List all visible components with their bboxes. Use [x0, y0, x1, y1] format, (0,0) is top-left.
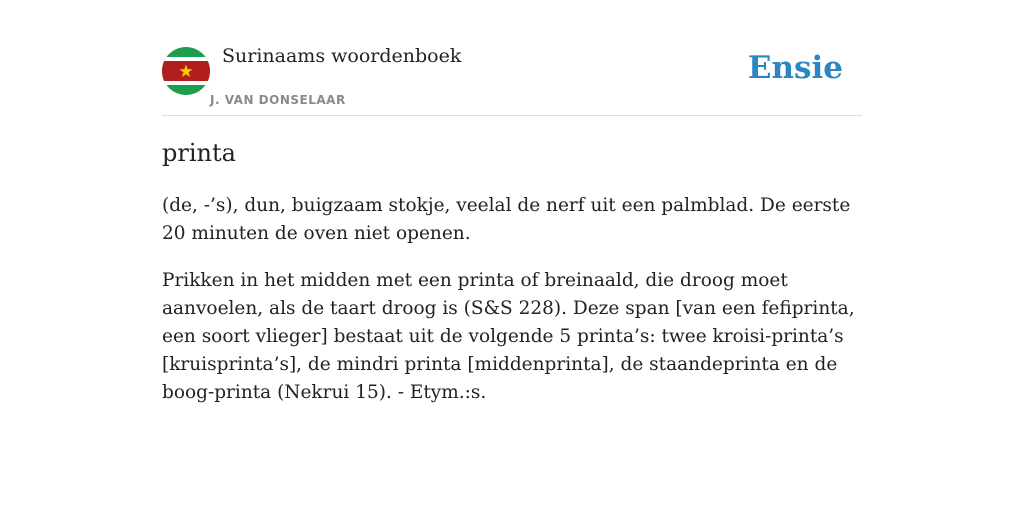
dictionary-header — [162, 0, 862, 116]
definition-text: (de, -’s), dun, buigzaam stokje, veelal de nerf uit een palmblad. De eerste 20 minuten de oven niet openen. — [162, 195, 851, 244]
headword: printa — [162, 139, 236, 167]
ensie-logo-link[interactable]: Ensie — [747, 50, 843, 86]
dictionary-title[interactable]: Surinaams woordenboek — [222, 45, 462, 67]
entry-card — [162, 0, 862, 403]
example-text: Prikken in het midden met een printa of breinaald, die droog moet aanvoelen, als de taart droog is (S&S 228). Deze span [van een fefiprinta, een soort vlieger] bestaat uit de volgende 5 printa’s: twee kroisi-printa’s [kruisprinta’s], de mindri printa [middenprinta], de staandeprinta en de boog-printa (Nekrui 15). - Etym.:s. — [162, 270, 855, 403]
suriname-flag-icon[interactable] — [162, 47, 210, 95]
dictionary-author: J. VAN DONSELAAR — [210, 93, 346, 107]
